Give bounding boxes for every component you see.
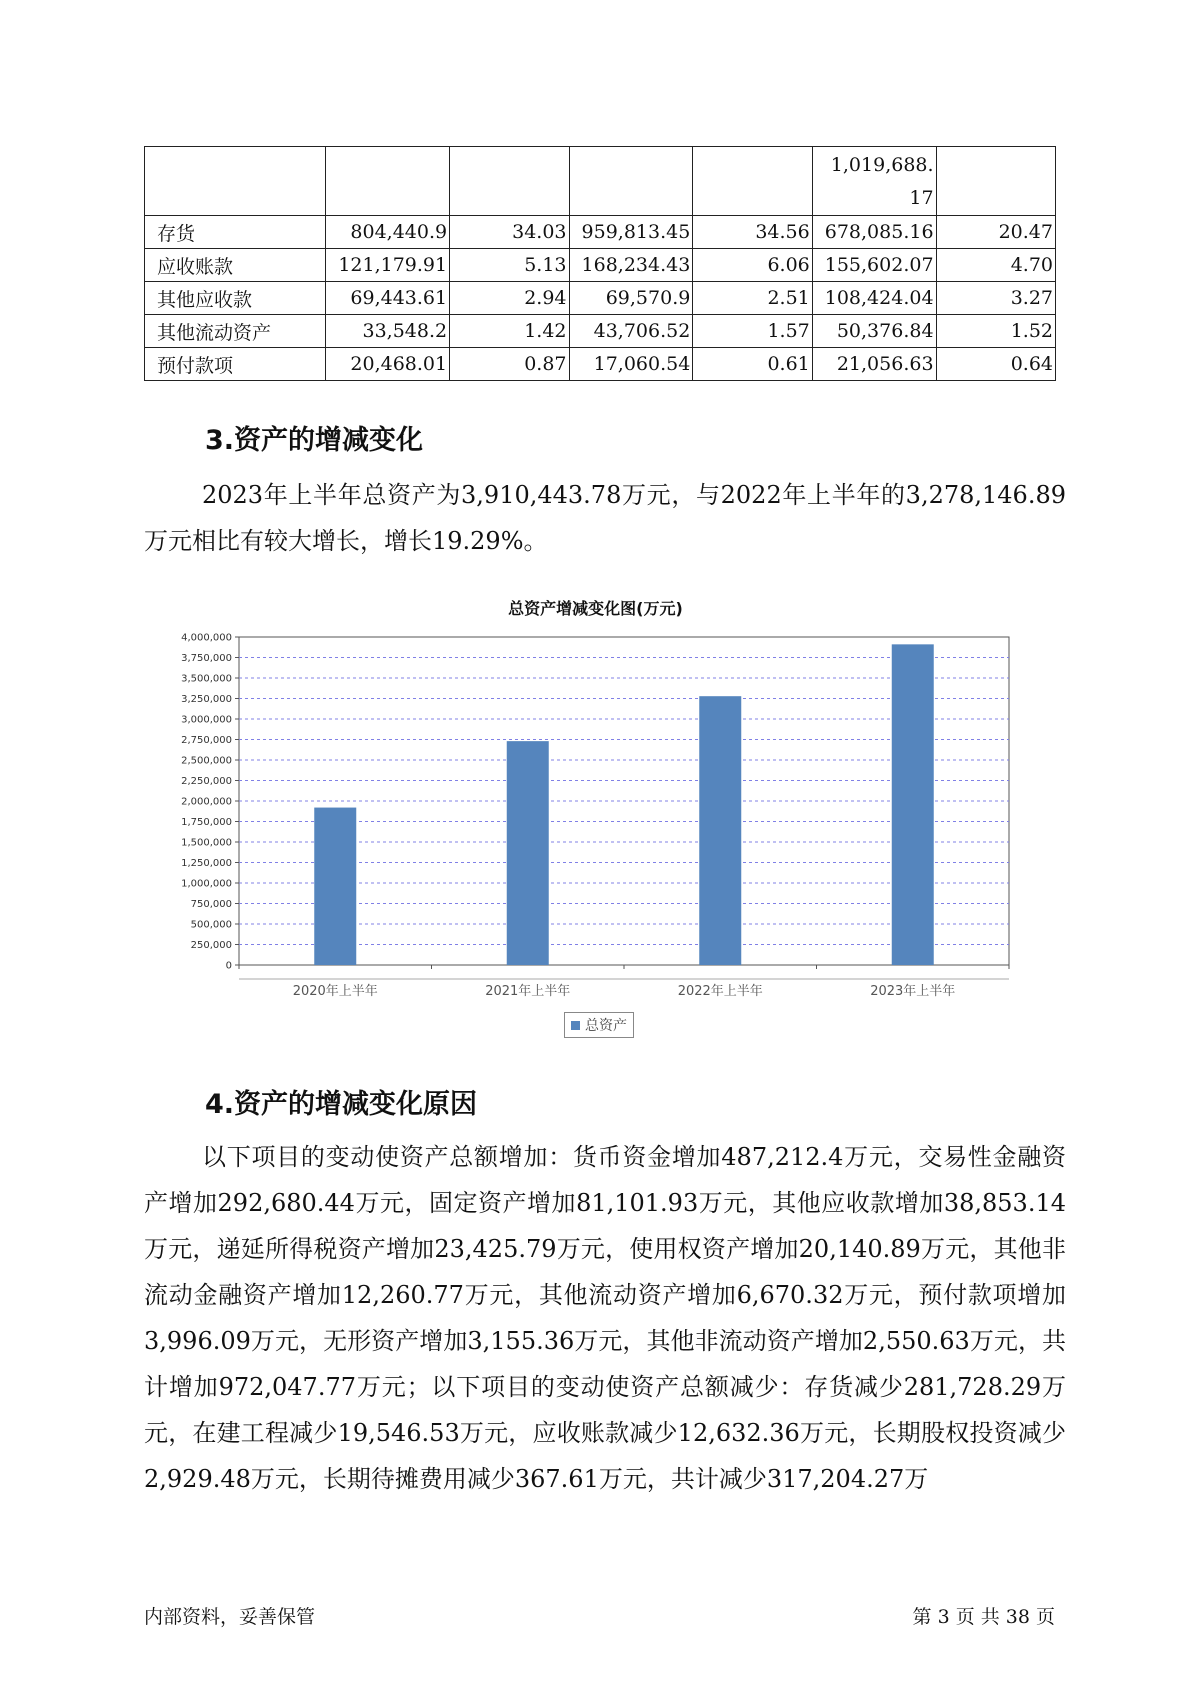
y-tick-label: 1,500,000 xyxy=(181,837,232,849)
table-cell: 43,706.52 xyxy=(569,315,693,348)
table-cell: 17,060.54 xyxy=(569,348,693,381)
paragraph: 2023年上半年总资产为3,910,443.78万元，与2022年上半年的3,278,146.89万元相比有较大增长，增长19.29%。 xyxy=(144,481,1066,555)
row-label: 其他应收款 xyxy=(145,282,326,315)
table-cell: 34.56 xyxy=(693,216,812,249)
bar xyxy=(699,696,741,965)
x-tick-label: 2020年上半年 xyxy=(292,984,378,999)
row-label: 预付款项 xyxy=(145,348,326,381)
table-cell xyxy=(145,147,326,216)
table-cell: 2.94 xyxy=(450,282,569,315)
chart-legend xyxy=(564,1012,634,1038)
table-cell: 3.27 xyxy=(936,282,1055,315)
table-cell: 50,376.84 xyxy=(812,315,936,348)
y-tick-label: 250,000 xyxy=(190,940,232,951)
y-tick-label: 4,000,000 xyxy=(181,632,232,644)
table-cell xyxy=(450,147,569,216)
table-cell: 4.70 xyxy=(936,249,1055,282)
table-cell: 34.03 xyxy=(450,216,569,249)
x-tick-label: 2022年上半年 xyxy=(677,984,763,999)
row-label: 存货 xyxy=(145,216,326,249)
table-cell: 804,440.9 xyxy=(326,216,450,249)
table-cell: 0.87 xyxy=(450,348,569,381)
asset-table xyxy=(144,146,1056,381)
table-cell: 5.13 xyxy=(450,249,569,282)
y-tick-label: 750,000 xyxy=(190,899,232,910)
row-label: 应收账款 xyxy=(145,249,326,282)
legend-swatch xyxy=(571,1021,580,1030)
table-cell: 959,813.45 xyxy=(569,216,693,249)
y-tick-label: 2,500,000 xyxy=(181,755,232,767)
footer-note: 内部资料，妥善保管 xyxy=(144,1606,316,1628)
bar-chart xyxy=(144,625,1044,1010)
table-cell: 1.42 xyxy=(450,315,569,348)
table-cell: 678,085.16 xyxy=(812,216,936,249)
table-cell: 21,056.63 xyxy=(812,348,936,381)
y-tick-label: 3,750,000 xyxy=(181,653,232,664)
y-tick-label: 2,000,000 xyxy=(181,796,232,808)
y-tick-label: 2,750,000 xyxy=(181,735,232,746)
table-cell: 2.51 xyxy=(693,282,812,315)
bar xyxy=(314,808,356,965)
table-cell: 155,602.07 xyxy=(812,249,936,282)
table-cell xyxy=(326,147,450,216)
table-cell: 1.57 xyxy=(693,315,812,348)
table-cell: 168,234.43 xyxy=(569,249,693,282)
table-cell: 0.64 xyxy=(936,348,1055,381)
table-cell: 20.47 xyxy=(936,216,1055,249)
table-cell: 20,468.01 xyxy=(326,348,450,381)
table-cell: 108,424.04 xyxy=(812,282,936,315)
page-number: 第 3 页 共 38 页 xyxy=(912,1606,1055,1628)
section-heading: 3.资产的增减变化 xyxy=(205,425,424,456)
table-row xyxy=(145,216,1056,249)
table-row xyxy=(145,282,1056,315)
bar xyxy=(507,741,549,965)
table-cell: 1.52 xyxy=(936,315,1055,348)
y-tick-label: 2,250,000 xyxy=(181,776,232,787)
table-row xyxy=(145,249,1056,282)
table-row xyxy=(145,147,1056,216)
y-tick-label: 3,000,000 xyxy=(181,714,232,726)
x-tick-label: 2021年上半年 xyxy=(485,984,571,999)
table-cell xyxy=(936,147,1055,216)
y-tick-label: 0 xyxy=(225,960,232,972)
y-tick-label: 1,000,000 xyxy=(181,878,232,890)
y-tick-label: 1,750,000 xyxy=(181,817,232,828)
x-tick-label: 2023年上半年 xyxy=(870,984,956,999)
row-label: 其他流动资产 xyxy=(145,315,326,348)
y-tick-label: 1,250,000 xyxy=(181,858,232,869)
table-cell: 33,548.2 xyxy=(326,315,450,348)
section-heading: 4.资产的增减变化原因 xyxy=(205,1089,478,1120)
y-tick-label: 3,250,000 xyxy=(181,694,232,705)
table-cell: 121,179.91 xyxy=(326,249,450,282)
y-tick-label: 500,000 xyxy=(190,919,232,931)
paragraph: 以下项目的变动使资产总额增加：货币资金增加487,212.4万元，交易性金融资产增加292,680.44万元，固定资产增加81,101.93万元，其他应收款增加38,853.14万元，递延所得税资产增加23,425.79万元，使用权资产增加20,140.89万元，其他非流动金融资产增加12,260.77万元，其他流动资产增加6,670.32万元，预付款项增加3,996.09万元，无形资产增加3,155.36万元，其他非流动资产增加2,550.63万元，共计增加972,047.77万元；以下项目的变动使资产总额减少：存货减少281,728.29万元，在建工程减少19,546.53万元，应收账款减少12,632.36万元，长期股权投资减少2,929.48万元，长期待摊费用减少367.61万元，共计减少317,204.27万 xyxy=(144,1143,1066,1493)
bar xyxy=(892,644,934,965)
table-row xyxy=(145,348,1056,381)
table-cell xyxy=(569,147,693,216)
chart-title: 总资产增减变化图(万元) xyxy=(508,599,683,618)
table-cell: 69,570.9 xyxy=(569,282,693,315)
table-cell: 6.06 xyxy=(693,249,812,282)
y-tick-label: 3,500,000 xyxy=(181,673,232,685)
table-row xyxy=(145,315,1056,348)
table-cell: 69,443.61 xyxy=(326,282,450,315)
table-cell: 0.61 xyxy=(693,348,812,381)
legend-label: 总资产 xyxy=(585,1018,627,1034)
table-cell xyxy=(693,147,812,216)
table-cell: 1,019,688.17 xyxy=(812,147,936,216)
